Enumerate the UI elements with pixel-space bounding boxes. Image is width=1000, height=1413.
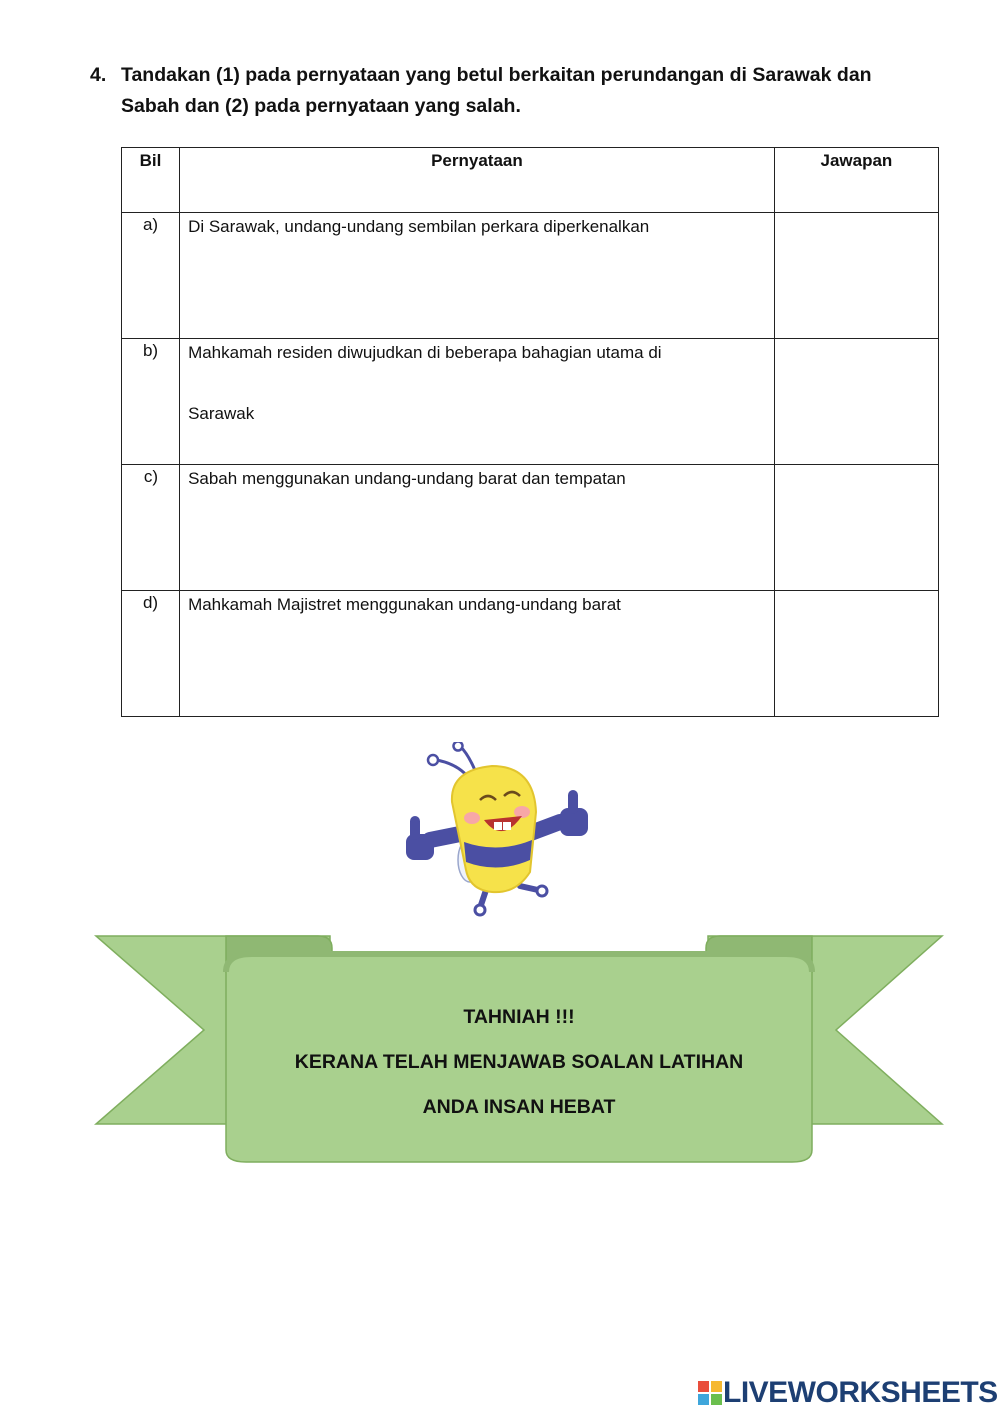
bee-mascot-icon: [400, 742, 596, 920]
table-row: [122, 339, 939, 465]
banner-line-3: ANDA INSAN HEBAT: [422, 1096, 616, 1118]
brand-name: LIVEWORKSHEETS: [723, 1376, 998, 1409]
header-bil: Bil: [122, 148, 180, 213]
header-jawapan: Jawapan: [774, 148, 938, 213]
banner-line-1: TAHNIAH !!!: [463, 1006, 575, 1028]
row-statement: [180, 213, 775, 339]
statement-line: Di Sarawak, undang-undang sembilan perkara diperkenalkan: [188, 217, 650, 236]
statement-line: Mahkamah residen diwujudkan di beberapa bahagian utama di: [188, 343, 662, 362]
row-statement: [180, 465, 775, 591]
question-text: Tandakan (1) pada pernyataan yang betul berkaitan perundangan di Sarawak dan Sabah dan (2) pada pernyataan yang salah.: [121, 64, 872, 117]
liveworksheets-logo-icon: [698, 1381, 722, 1405]
answer-cell-b[interactable]: [774, 339, 938, 465]
statement-line: Mahkamah Majistret menggunakan undang-undang barat: [188, 595, 621, 614]
answer-cell-a[interactable]: [774, 213, 938, 339]
table-row: [122, 465, 939, 591]
answer-cell-d[interactable]: [774, 591, 938, 717]
row-bil: b): [122, 339, 180, 465]
table-row: [122, 213, 939, 339]
question-number: 4.: [90, 64, 107, 86]
answer-cell-c[interactable]: [774, 465, 938, 591]
table-header-row: [122, 148, 939, 213]
banner-line-2: KERANA TELAH MENJAWAB SOALAN LATIHAN: [294, 1051, 744, 1073]
row-statement: [180, 339, 775, 465]
row-bil: d): [122, 591, 180, 717]
row-bil: a): [122, 213, 180, 339]
statements-table: [121, 147, 939, 717]
statement-line-2: Sarawak: [188, 404, 255, 423]
table-row: [122, 591, 939, 717]
header-pernyataan: Pernyataan: [180, 148, 775, 213]
row-statement: [180, 591, 775, 717]
row-bil: c): [122, 465, 180, 591]
statement-line: Sabah menggunakan undang-undang barat dan tempatan: [188, 469, 626, 488]
banner-text: [226, 995, 812, 1130]
